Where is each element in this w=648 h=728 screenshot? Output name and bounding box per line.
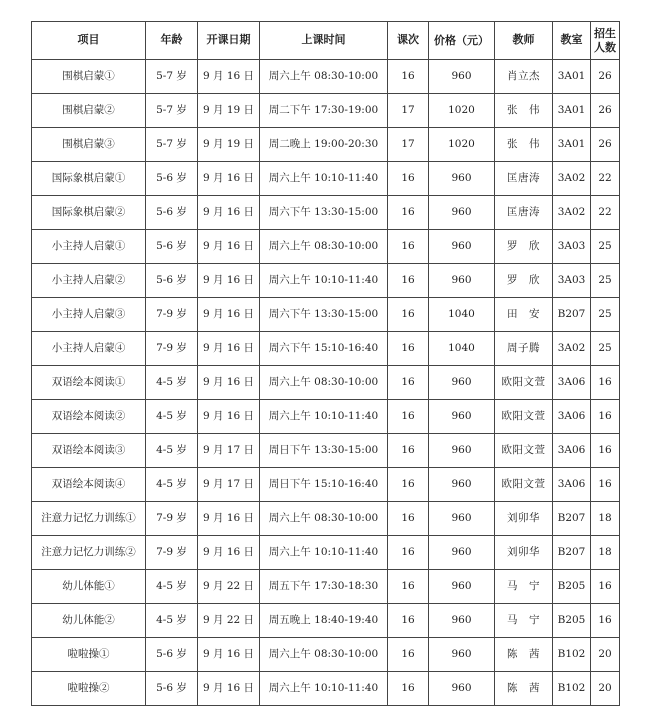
cell-class-time: 周六下午 13:30-15:00 bbox=[260, 298, 388, 332]
cell-sessions: 16 bbox=[388, 162, 429, 196]
table-row bbox=[32, 230, 620, 264]
cell-room: B102 bbox=[553, 672, 591, 706]
cell-project: 双语绘本阅读③ bbox=[32, 434, 146, 468]
cell-class-time: 周六下午 15:10-16:40 bbox=[260, 332, 388, 366]
cell-age: 7-9 岁 bbox=[146, 536, 198, 570]
cell-enrollment: 16 bbox=[591, 366, 620, 400]
cell-teacher: 张 伟 bbox=[495, 128, 553, 162]
table-row bbox=[32, 468, 620, 502]
cell-start-date: 9 月 22 日 bbox=[198, 570, 260, 604]
cell-teacher: 刘卯华 bbox=[495, 502, 553, 536]
cell-teacher: 田 安 bbox=[495, 298, 553, 332]
cell-price: 960 bbox=[429, 434, 495, 468]
table-row bbox=[32, 298, 620, 332]
cell-price: 960 bbox=[429, 502, 495, 536]
cell-age: 7-9 岁 bbox=[146, 298, 198, 332]
cell-sessions: 16 bbox=[388, 638, 429, 672]
cell-teacher: 陈 茜 bbox=[495, 672, 553, 706]
cell-enrollment: 22 bbox=[591, 196, 620, 230]
cell-price: 960 bbox=[429, 162, 495, 196]
header-project: 项目 bbox=[32, 22, 146, 60]
table-row bbox=[32, 264, 620, 298]
cell-start-date: 9 月 16 日 bbox=[198, 366, 260, 400]
cell-age: 4-5 岁 bbox=[146, 434, 198, 468]
cell-enrollment: 16 bbox=[591, 434, 620, 468]
cell-start-date: 9 月 16 日 bbox=[198, 400, 260, 434]
cell-class-time: 周日下午 15:10-16:40 bbox=[260, 468, 388, 502]
table-row bbox=[32, 128, 620, 162]
cell-class-time: 周六上午 08:30-10:00 bbox=[260, 638, 388, 672]
cell-project: 注意力记忆力训练② bbox=[32, 536, 146, 570]
cell-sessions: 16 bbox=[388, 230, 429, 264]
cell-age: 5-7 岁 bbox=[146, 94, 198, 128]
cell-room: 3A06 bbox=[553, 366, 591, 400]
cell-class-time: 周六上午 10:10-11:40 bbox=[260, 672, 388, 706]
cell-teacher: 肖立杰 bbox=[495, 60, 553, 94]
cell-price: 960 bbox=[429, 264, 495, 298]
cell-teacher: 罗 欣 bbox=[495, 230, 553, 264]
cell-enrollment: 25 bbox=[591, 230, 620, 264]
cell-age: 4-5 岁 bbox=[146, 400, 198, 434]
cell-project: 幼儿体能② bbox=[32, 604, 146, 638]
header-age: 年龄 bbox=[146, 22, 198, 60]
cell-price: 960 bbox=[429, 230, 495, 264]
table-row bbox=[32, 196, 620, 230]
cell-sessions: 16 bbox=[388, 196, 429, 230]
cell-room: B205 bbox=[553, 604, 591, 638]
table-header-row bbox=[32, 22, 620, 60]
cell-class-time: 周五下午 17:30-18:30 bbox=[260, 570, 388, 604]
cell-enrollment: 16 bbox=[591, 570, 620, 604]
cell-room: B207 bbox=[553, 536, 591, 570]
cell-room: 3A03 bbox=[553, 264, 591, 298]
cell-room: 3A01 bbox=[553, 60, 591, 94]
cell-enrollment: 18 bbox=[591, 536, 620, 570]
cell-teacher: 张 伟 bbox=[495, 94, 553, 128]
cell-teacher: 马 宁 bbox=[495, 570, 553, 604]
cell-project: 围棋启蒙① bbox=[32, 60, 146, 94]
table-row bbox=[32, 366, 620, 400]
cell-start-date: 9 月 16 日 bbox=[198, 60, 260, 94]
header-price-label: 价格（元） bbox=[434, 33, 489, 47]
cell-enrollment: 22 bbox=[591, 162, 620, 196]
cell-enrollment: 26 bbox=[591, 60, 620, 94]
cell-sessions: 16 bbox=[388, 604, 429, 638]
cell-class-time: 周六上午 08:30-10:00 bbox=[260, 366, 388, 400]
cell-project: 小主持人启蒙① bbox=[32, 230, 146, 264]
header-room: 教室 bbox=[553, 22, 591, 60]
cell-age: 4-5 岁 bbox=[146, 366, 198, 400]
cell-room: 3A02 bbox=[553, 162, 591, 196]
cell-sessions: 17 bbox=[388, 94, 429, 128]
cell-enrollment: 25 bbox=[591, 332, 620, 366]
cell-room: 3A06 bbox=[553, 400, 591, 434]
cell-sessions: 16 bbox=[388, 332, 429, 366]
cell-price: 1040 bbox=[429, 332, 495, 366]
cell-class-time: 周六上午 08:30-10:00 bbox=[260, 230, 388, 264]
header-price bbox=[429, 22, 495, 60]
header-sessions: 课次 bbox=[388, 22, 429, 60]
cell-project: 国际象棋启蒙② bbox=[32, 196, 146, 230]
cell-price: 1020 bbox=[429, 94, 495, 128]
header-teacher: 教师 bbox=[495, 22, 553, 60]
cell-teacher: 匡唐涛 bbox=[495, 162, 553, 196]
cell-start-date: 9 月 16 日 bbox=[198, 638, 260, 672]
cell-age: 5-6 岁 bbox=[146, 672, 198, 706]
cell-class-time: 周六上午 08:30-10:00 bbox=[260, 502, 388, 536]
cell-age: 4-5 岁 bbox=[146, 570, 198, 604]
cell-teacher: 周子腾 bbox=[495, 332, 553, 366]
cell-start-date: 9 月 16 日 bbox=[198, 230, 260, 264]
cell-age: 5-6 岁 bbox=[146, 230, 198, 264]
cell-start-date: 9 月 17 日 bbox=[198, 468, 260, 502]
table-row bbox=[32, 60, 620, 94]
cell-start-date: 9 月 19 日 bbox=[198, 128, 260, 162]
cell-enrollment: 25 bbox=[591, 298, 620, 332]
cell-room: 3A02 bbox=[553, 332, 591, 366]
cell-price: 1040 bbox=[429, 298, 495, 332]
cell-sessions: 16 bbox=[388, 468, 429, 502]
cell-enrollment: 20 bbox=[591, 672, 620, 706]
header-enrollment-label: 招生人数 bbox=[594, 26, 616, 54]
cell-project: 国际象棋启蒙① bbox=[32, 162, 146, 196]
cell-start-date: 9 月 16 日 bbox=[198, 162, 260, 196]
cell-sessions: 16 bbox=[388, 366, 429, 400]
cell-project: 小主持人启蒙③ bbox=[32, 298, 146, 332]
cell-project: 围棋启蒙② bbox=[32, 94, 146, 128]
cell-project: 围棋启蒙③ bbox=[32, 128, 146, 162]
cell-start-date: 9 月 22 日 bbox=[198, 604, 260, 638]
cell-room: 3A03 bbox=[553, 230, 591, 264]
header-class-time: 上课时间 bbox=[260, 22, 388, 60]
cell-start-date: 9 月 19 日 bbox=[198, 94, 260, 128]
cell-project: 双语绘本阅读④ bbox=[32, 468, 146, 502]
cell-sessions: 16 bbox=[388, 502, 429, 536]
cell-enrollment: 25 bbox=[591, 264, 620, 298]
cell-price: 960 bbox=[429, 604, 495, 638]
cell-price: 960 bbox=[429, 672, 495, 706]
table-row bbox=[32, 94, 620, 128]
cell-enrollment: 18 bbox=[591, 502, 620, 536]
cell-room: 3A06 bbox=[553, 434, 591, 468]
cell-class-time: 周六下午 13:30-15:00 bbox=[260, 196, 388, 230]
table-body bbox=[32, 60, 620, 706]
cell-room: B102 bbox=[553, 638, 591, 672]
cell-enrollment: 16 bbox=[591, 400, 620, 434]
cell-age: 5-6 岁 bbox=[146, 162, 198, 196]
cell-enrollment: 26 bbox=[591, 128, 620, 162]
cell-project: 双语绘本阅读① bbox=[32, 366, 146, 400]
table-row bbox=[32, 332, 620, 366]
cell-room: 3A06 bbox=[553, 468, 591, 502]
table-row bbox=[32, 162, 620, 196]
cell-class-time: 周六上午 10:10-11:40 bbox=[260, 162, 388, 196]
cell-class-time: 周六上午 10:10-11:40 bbox=[260, 536, 388, 570]
cell-start-date: 9 月 16 日 bbox=[198, 298, 260, 332]
cell-start-date: 9 月 16 日 bbox=[198, 536, 260, 570]
cell-enrollment: 20 bbox=[591, 638, 620, 672]
course-schedule bbox=[31, 21, 620, 706]
cell-price: 1020 bbox=[429, 128, 495, 162]
cell-age: 4-5 岁 bbox=[146, 468, 198, 502]
cell-age: 7-9 岁 bbox=[146, 502, 198, 536]
cell-class-time: 周六上午 08:30-10:00 bbox=[260, 60, 388, 94]
cell-price: 960 bbox=[429, 638, 495, 672]
cell-teacher: 罗 欣 bbox=[495, 264, 553, 298]
cell-class-time: 周六上午 10:10-11:40 bbox=[260, 400, 388, 434]
cell-project: 小主持人启蒙④ bbox=[32, 332, 146, 366]
cell-sessions: 16 bbox=[388, 60, 429, 94]
table-row bbox=[32, 604, 620, 638]
table-row bbox=[32, 536, 620, 570]
table-row bbox=[32, 570, 620, 604]
table-row bbox=[32, 400, 620, 434]
cell-price: 960 bbox=[429, 536, 495, 570]
cell-project: 啦啦操① bbox=[32, 638, 146, 672]
cell-class-time: 周五晚上 18:40-19:40 bbox=[260, 604, 388, 638]
cell-price: 960 bbox=[429, 60, 495, 94]
table-row bbox=[32, 638, 620, 672]
cell-enrollment: 26 bbox=[591, 94, 620, 128]
cell-class-time: 周二晚上 19:00-20:30 bbox=[260, 128, 388, 162]
cell-sessions: 16 bbox=[388, 570, 429, 604]
cell-age: 5-6 岁 bbox=[146, 196, 198, 230]
cell-room: B205 bbox=[553, 570, 591, 604]
cell-project: 幼儿体能① bbox=[32, 570, 146, 604]
cell-class-time: 周二下午 17:30-19:00 bbox=[260, 94, 388, 128]
table-row bbox=[32, 434, 620, 468]
cell-room: B207 bbox=[553, 298, 591, 332]
cell-project: 啦啦操② bbox=[32, 672, 146, 706]
cell-price: 960 bbox=[429, 468, 495, 502]
cell-enrollment: 16 bbox=[591, 468, 620, 502]
cell-project: 双语绘本阅读② bbox=[32, 400, 146, 434]
cell-project: 小主持人启蒙② bbox=[32, 264, 146, 298]
cell-teacher: 欧阳文萱 bbox=[495, 468, 553, 502]
cell-start-date: 9 月 16 日 bbox=[198, 502, 260, 536]
cell-sessions: 16 bbox=[388, 672, 429, 706]
cell-room: 3A01 bbox=[553, 128, 591, 162]
cell-sessions: 16 bbox=[388, 298, 429, 332]
cell-enrollment: 16 bbox=[591, 604, 620, 638]
cell-sessions: 16 bbox=[388, 400, 429, 434]
cell-start-date: 9 月 16 日 bbox=[198, 196, 260, 230]
cell-teacher: 欧阳文萱 bbox=[495, 434, 553, 468]
cell-sessions: 16 bbox=[388, 536, 429, 570]
cell-teacher: 欧阳文萱 bbox=[495, 400, 553, 434]
cell-start-date: 9 月 16 日 bbox=[198, 264, 260, 298]
cell-price: 960 bbox=[429, 196, 495, 230]
cell-age: 7-9 岁 bbox=[146, 332, 198, 366]
header-start-date: 开课日期 bbox=[198, 22, 260, 60]
cell-age: 5-7 岁 bbox=[146, 60, 198, 94]
course-table bbox=[31, 21, 620, 706]
cell-age: 4-5 岁 bbox=[146, 604, 198, 638]
cell-teacher: 陈 茜 bbox=[495, 638, 553, 672]
cell-room: 3A02 bbox=[553, 196, 591, 230]
cell-sessions: 16 bbox=[388, 264, 429, 298]
cell-price: 960 bbox=[429, 570, 495, 604]
cell-teacher: 刘卯华 bbox=[495, 536, 553, 570]
cell-price: 960 bbox=[429, 400, 495, 434]
cell-start-date: 9 月 17 日 bbox=[198, 434, 260, 468]
cell-price: 960 bbox=[429, 366, 495, 400]
cell-start-date: 9 月 16 日 bbox=[198, 672, 260, 706]
header-enrollment bbox=[591, 22, 620, 60]
cell-sessions: 17 bbox=[388, 128, 429, 162]
table-row bbox=[32, 672, 620, 706]
cell-project: 注意力记忆力训练① bbox=[32, 502, 146, 536]
cell-class-time: 周日下午 13:30-15:00 bbox=[260, 434, 388, 468]
cell-room: B207 bbox=[553, 502, 591, 536]
cell-age: 5-6 岁 bbox=[146, 638, 198, 672]
cell-start-date: 9 月 16 日 bbox=[198, 332, 260, 366]
table-row bbox=[32, 502, 620, 536]
cell-teacher: 马 宁 bbox=[495, 604, 553, 638]
cell-sessions: 16 bbox=[388, 434, 429, 468]
cell-age: 5-6 岁 bbox=[146, 264, 198, 298]
cell-teacher: 欧阳文萱 bbox=[495, 366, 553, 400]
cell-class-time: 周六上午 10:10-11:40 bbox=[260, 264, 388, 298]
cell-age: 5-7 岁 bbox=[146, 128, 198, 162]
cell-room: 3A01 bbox=[553, 94, 591, 128]
cell-teacher: 匡唐涛 bbox=[495, 196, 553, 230]
